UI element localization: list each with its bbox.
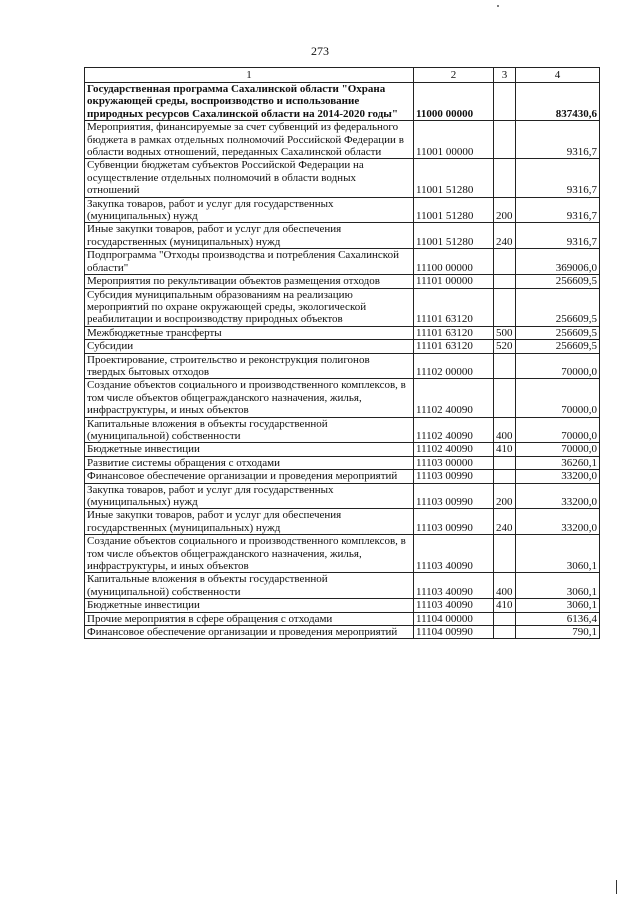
row-name-cell: Субсидии [85, 340, 414, 353]
row-expense-type-cell: 400 [494, 417, 516, 443]
table-row [85, 483, 600, 509]
row-code-cell: 11103 40090 [414, 573, 494, 599]
row-name-cell: Финансовое обеспечение организации и проведения мероприятий [85, 470, 414, 483]
row-amount-cell: 70000,0 [516, 443, 600, 456]
row-code-cell: 11001 51280 [414, 223, 494, 249]
row-name-cell: Субсидия муниципальным образованиям на реализацию мероприятий по охране окружающей среды, экологической реабилитации и воспроизводству природных объектов [85, 288, 414, 326]
row-amount-cell: 6136,4 [516, 612, 600, 625]
row-expense-type-cell [494, 288, 516, 326]
row-name-cell: Мероприятия по рекультивации объектов размещения отходов [85, 275, 414, 288]
table-row [85, 249, 600, 275]
row-name-cell: Закупка товаров, работ и услуг для государственных (муниципальных) нужд [85, 197, 414, 223]
row-amount-cell: 9316,7 [516, 159, 600, 197]
row-code-cell: 11102 40090 [414, 379, 494, 417]
row-name-cell: Создание объектов социального и производственного комплексов, в том числе объектов общегражданского назначения, жилья, инфраструктуры, и иных объектов [85, 535, 414, 573]
row-name-cell: Прочие мероприятия в сфере обращения с отходами [85, 612, 414, 625]
row-name-cell: Мероприятия, финансируемые за счет субвенций из федерального бюджета в рамках отдельных полномочий Российской Федерации в области водных отношений, переданных Сахалинской области [85, 121, 414, 159]
row-amount-cell: 9316,7 [516, 223, 600, 249]
table-header-row [85, 68, 600, 83]
table-row [85, 470, 600, 483]
row-code-cell: 11102 40090 [414, 443, 494, 456]
row-amount-cell: 256609,5 [516, 340, 600, 353]
table-row [85, 626, 600, 639]
row-amount-cell: 33200,0 [516, 509, 600, 535]
row-expense-type-cell [494, 83, 516, 121]
page-number: 273 [311, 44, 329, 58]
row-code-cell: 11001 51280 [414, 159, 494, 197]
column-header-code: 2 [414, 68, 494, 83]
row-amount-cell: 70000,0 [516, 379, 600, 417]
row-expense-type-cell [494, 249, 516, 275]
table-row [85, 275, 600, 288]
table-row [85, 159, 600, 197]
row-expense-type-cell: 500 [494, 326, 516, 339]
row-expense-type-cell [494, 456, 516, 469]
row-code-cell: 11101 63120 [414, 288, 494, 326]
row-name-cell: Финансовое обеспечение организации и проведения мероприятий [85, 626, 414, 639]
row-name-cell: Субвенции бюджетам субъектов Российской Федерации на осуществление отдельных полномочий в области водных отношений [85, 159, 414, 197]
row-expense-type-cell [494, 159, 516, 197]
row-expense-type-cell: 400 [494, 573, 516, 599]
row-code-cell: 11001 00000 [414, 121, 494, 159]
row-name-cell: Создание объектов социального и производственного комплексов, в том числе объектов общегражданского назначения, жилья, инфраструктуры, и иных объектов [85, 379, 414, 417]
row-code-cell: 11103 00990 [414, 483, 494, 509]
row-code-cell: 11103 00000 [414, 456, 494, 469]
row-name-cell: Развитие системы обращения с отходами [85, 456, 414, 469]
row-amount-cell: 70000,0 [516, 353, 600, 379]
row-expense-type-cell [494, 275, 516, 288]
column-header-amount: 4 [516, 68, 600, 83]
row-expense-type-cell [494, 535, 516, 573]
row-expense-type-cell [494, 612, 516, 625]
row-amount-cell: 3060,1 [516, 573, 600, 599]
row-amount-cell: 3060,1 [516, 535, 600, 573]
row-amount-cell: 369006,0 [516, 249, 600, 275]
row-amount-cell: 36260,1 [516, 456, 600, 469]
table-row [85, 417, 600, 443]
row-expense-type-cell [494, 121, 516, 159]
table-body [85, 83, 600, 639]
table-row [85, 573, 600, 599]
row-amount-cell: 790,1 [516, 626, 600, 639]
table-row [85, 121, 600, 159]
row-amount-cell: 33200,0 [516, 470, 600, 483]
row-code-cell: 11101 63120 [414, 326, 494, 339]
row-expense-type-cell [494, 379, 516, 417]
row-code-cell: 11102 40090 [414, 417, 494, 443]
row-name-cell: Закупка товаров, работ и услуг для государственных (муниципальных) нужд [85, 483, 414, 509]
row-code-cell: 11103 00990 [414, 509, 494, 535]
row-code-cell: 11104 00990 [414, 626, 494, 639]
row-code-cell: 11103 40090 [414, 535, 494, 573]
table-row [85, 599, 600, 612]
row-amount-cell: 9316,7 [516, 121, 600, 159]
row-code-cell: 11103 00990 [414, 470, 494, 483]
table-row [85, 535, 600, 573]
row-code-cell: 11102 00000 [414, 353, 494, 379]
table-row [85, 340, 600, 353]
row-amount-cell: 3060,1 [516, 599, 600, 612]
row-name-cell: Межбюджетные трансферты [85, 326, 414, 339]
table-row [85, 509, 600, 535]
row-code-cell: 11101 63120 [414, 340, 494, 353]
row-expense-type-cell: 240 [494, 509, 516, 535]
row-name-cell: Государственная программа Сахалинской области "Охрана окружающей среды, воспроизводство и использование природных ресурсов Сахалинской области на 2014-2020 годы" [85, 83, 414, 121]
table-row [85, 353, 600, 379]
row-code-cell: 11001 51280 [414, 197, 494, 223]
row-expense-type-cell: 410 [494, 599, 516, 612]
row-amount-cell: 70000,0 [516, 417, 600, 443]
row-expense-type-cell: 410 [494, 443, 516, 456]
row-name-cell: Бюджетные инвестиции [85, 443, 414, 456]
row-amount-cell: 256609,5 [516, 275, 600, 288]
row-expense-type-cell [494, 626, 516, 639]
row-name-cell: Иные закупки товаров, работ и услуг для обеспечения государственных (муниципальных) нужд [85, 509, 414, 535]
column-header-name: 1 [85, 68, 414, 83]
row-amount-cell: 837430,6 [516, 83, 600, 121]
table-row [85, 443, 600, 456]
row-code-cell: 11100 00000 [414, 249, 494, 275]
row-amount-cell: 256609,5 [516, 288, 600, 326]
table-row [85, 379, 600, 417]
table-row [85, 612, 600, 625]
row-expense-type-cell: 520 [494, 340, 516, 353]
row-name-cell: Проектирование, строительство и реконструкция полигонов твердых бытовых отходов [85, 353, 414, 379]
row-amount-cell: 256609,5 [516, 326, 600, 339]
row-name-cell: Иные закупки товаров, работ и услуг для обеспечения государственных (муниципальных) нужд [85, 223, 414, 249]
row-name-cell: Капитальные вложения в объекты государственной (муниципальной) собственности [85, 417, 414, 443]
table-row [85, 197, 600, 223]
column-header-expense-type: 3 [494, 68, 516, 83]
table-row [85, 456, 600, 469]
row-code-cell: 11103 40090 [414, 599, 494, 612]
row-expense-type-cell [494, 470, 516, 483]
row-expense-type-cell: 200 [494, 483, 516, 509]
row-name-cell: Подпрограмма "Отходы производства и потребления Сахалинской области" [85, 249, 414, 275]
scan-speck [497, 5, 499, 7]
row-code-cell: 11104 00000 [414, 612, 494, 625]
table-row [85, 223, 600, 249]
row-amount-cell: 33200,0 [516, 483, 600, 509]
row-name-cell: Бюджетные инвестиции [85, 599, 414, 612]
budget-table [84, 67, 600, 639]
scan-edge-mark [616, 880, 617, 894]
row-expense-type-cell [494, 353, 516, 379]
row-amount-cell: 9316,7 [516, 197, 600, 223]
table-row [85, 83, 600, 121]
row-expense-type-cell: 240 [494, 223, 516, 249]
row-code-cell: 11101 00000 [414, 275, 494, 288]
row-code-cell: 11000 00000 [414, 83, 494, 121]
table-row [85, 288, 600, 326]
row-expense-type-cell: 200 [494, 197, 516, 223]
row-name-cell: Капитальные вложения в объекты государственной (муниципальной) собственности [85, 573, 414, 599]
table-row [85, 326, 600, 339]
